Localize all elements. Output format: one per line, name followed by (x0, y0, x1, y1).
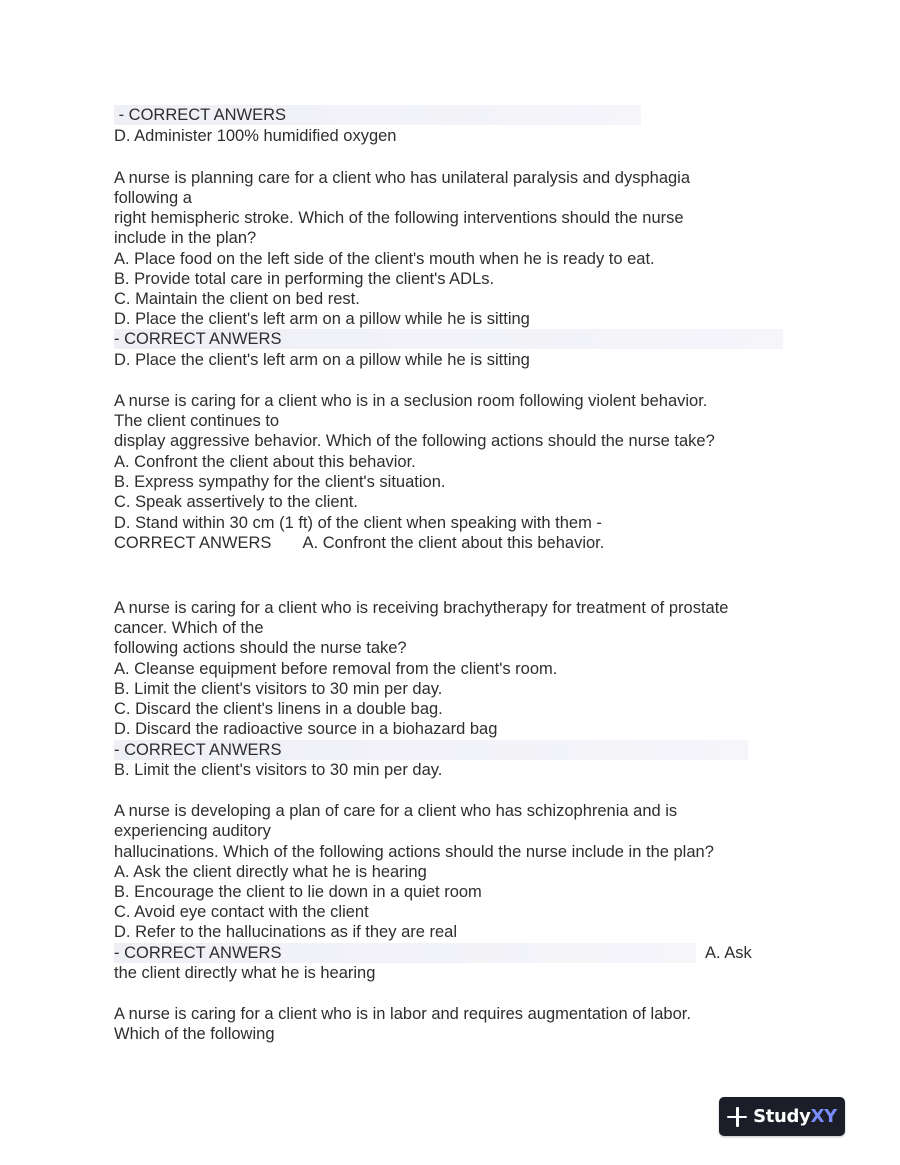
question-text: A nurse is caring for a client who is receiving brachytherapy for treatment of prostate (114, 599, 729, 617)
question-text: A nurse is developing a plan of care for a client who has schizophrenia and is (114, 802, 678, 820)
option-d: D. Stand within 30 cm (1 ft) of the client when speaking with them - (114, 514, 602, 532)
question-text: hallucinations. Which of the following actions should the nurse include in the plan? (114, 843, 714, 861)
question-text: include in the plan? (114, 229, 257, 247)
option-a: A. Confront the client about this behavior. (114, 453, 416, 471)
option-d: D. Refer to the hallucinations as if they are real (114, 923, 458, 941)
answer-text: the client directly what he is hearing (114, 964, 376, 982)
question-text: display aggressive behavior. Which of the following actions should the nurse take? (114, 432, 715, 450)
answer-text: A. Ask (705, 944, 752, 962)
question-text: experiencing auditory (114, 822, 271, 840)
option-c: C. Avoid eye contact with the client (114, 903, 369, 921)
studyxy-logo[interactable] (719, 1097, 845, 1136)
answer-text: CORRECT ANWERS A. Confront the client about this behavior. (114, 534, 605, 552)
question-text: Which of the following (114, 1025, 275, 1043)
option-c: C. Speak assertively to the client. (114, 493, 358, 511)
brand-name: StudyXY (753, 1106, 837, 1127)
option-b: B. Express sympathy for the client's situation. (114, 473, 446, 491)
option-b: B. Encourage the client to lie down in a quiet room (114, 883, 482, 901)
option-d: D. Place the client's left arm on a pillow while he is sitting (114, 310, 530, 328)
option-a: A. Ask the client directly what he is hearing (114, 863, 427, 881)
plus-icon (727, 1107, 747, 1127)
option-c: C. Maintain the client on bed rest. (114, 290, 360, 308)
question-text: right hemispheric stroke. Which of the following interventions should the nurse (114, 209, 684, 227)
question-text: A nurse is caring for a client who is in a seclusion room following violent behavior. (114, 392, 708, 410)
option-b: B. Limit the client's visitors to 30 min per day. (114, 680, 443, 698)
question-text: following actions should the nurse take? (114, 639, 407, 657)
answer-text: D. Administer 100% humidified oxygen (114, 127, 397, 145)
option-a: A. Cleanse equipment before removal from the client's room. (114, 660, 558, 678)
answer-marker: - CORRECT ANWERS (114, 105, 641, 125)
question-text: following a (114, 189, 192, 207)
answer-text: D. Place the client's left arm on a pillow while he is sitting (114, 351, 530, 369)
answer-marker: - CORRECT ANWERS (114, 329, 783, 349)
question-text: A nurse is caring for a client who is in labor and requires augmentation of labor. (114, 1005, 691, 1023)
question-text: cancer. Which of the (114, 619, 264, 637)
question-text: A nurse is planning care for a client who has unilateral paralysis and dysphagia (114, 169, 691, 187)
answer-marker: - CORRECT ANWERS (114, 943, 696, 963)
question-text: The client continues to (114, 412, 280, 430)
option-c: C. Discard the client's linens in a double bag. (114, 700, 443, 718)
option-a: A. Place food on the left side of the client's mouth when he is ready to eat. (114, 250, 655, 268)
option-b: B. Provide total care in performing the client's ADLs. (114, 270, 495, 288)
option-d: D. Discard the radioactive source in a biohazard bag (114, 720, 498, 738)
answer-text: B. Limit the client's visitors to 30 min per day. (114, 761, 443, 779)
answer-marker: - CORRECT ANWERS (114, 740, 748, 760)
